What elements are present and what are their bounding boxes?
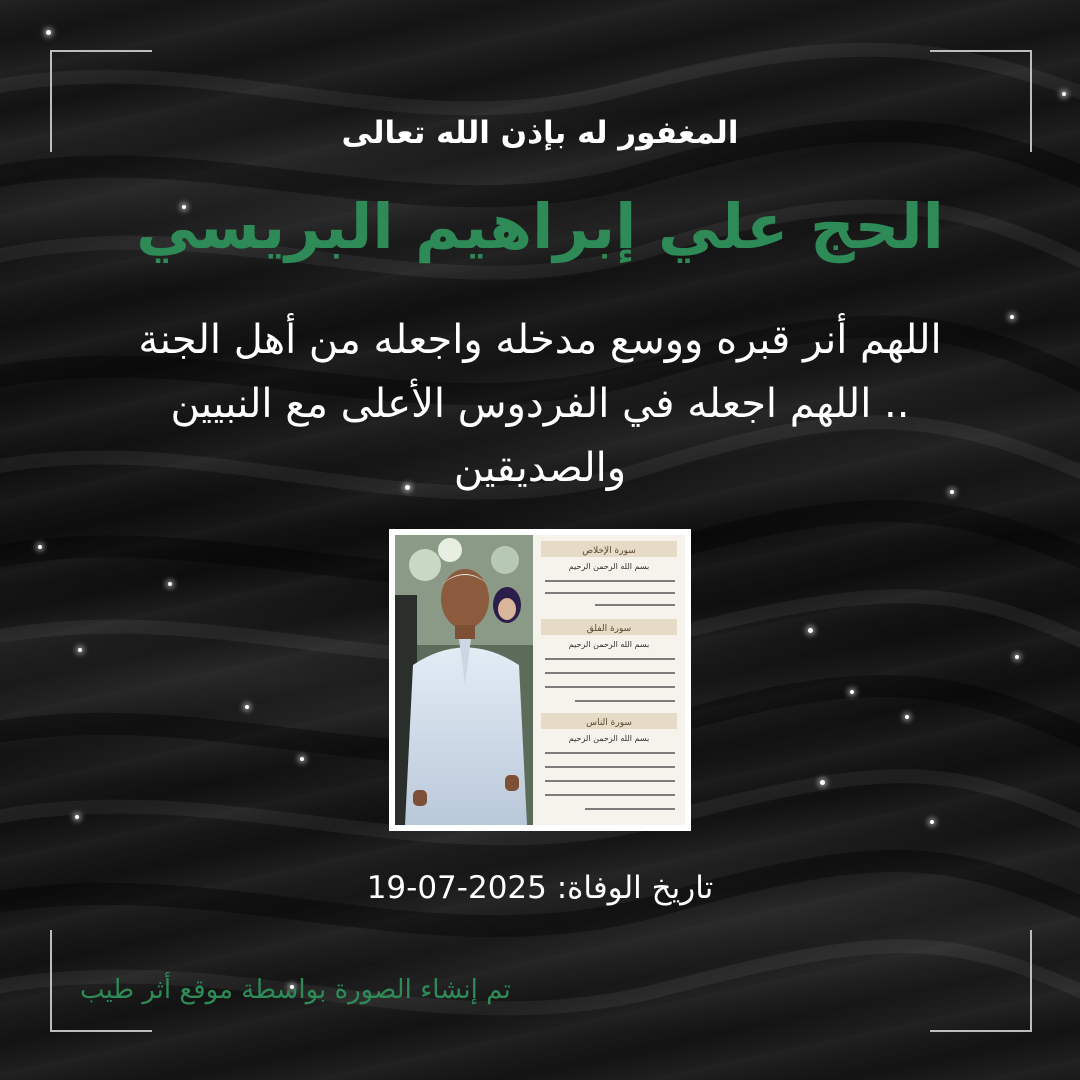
prayer-line: اللهم أنر قبره ووسع مدخله واجعله من أهل الجنة (138, 317, 942, 363)
sparkle-star (38, 545, 42, 549)
sparkle-star (300, 757, 304, 761)
sparkle-star (930, 820, 934, 824)
surah-title: سورة الفلق (586, 624, 632, 634)
date-label: تاريخ الوفاة: (556, 870, 714, 906)
photo-collage (395, 535, 685, 825)
honorific-subtitle: المغفور له بإذن الله تعالى (341, 115, 739, 151)
sparkle-star (1015, 655, 1019, 659)
sparkle-star (168, 582, 172, 586)
sparkle-star (850, 690, 854, 694)
basmala-text: بسم الله الرحمن الرحيم (568, 734, 650, 743)
surah-title: سورة الإخلاص (582, 546, 636, 556)
sparkle-star (46, 30, 51, 35)
sparkle-star (905, 715, 909, 719)
date-of-death (0, 870, 1080, 906)
sparkle-star (1010, 315, 1014, 319)
sparkle-star (1062, 92, 1066, 96)
prayer-line: .. اللهم اجعله في الفردوس الأعلى مع النبيين (170, 381, 910, 427)
site-credit: تم إنشاء الصورة بواسطة موقع أثر طيب (80, 975, 511, 1005)
prayer-line: والصديقين (453, 445, 627, 491)
sparkle-star (808, 628, 813, 633)
photo-illustration (395, 535, 685, 825)
basmala-text: بسم الله الرحمن الرحيم (568, 562, 650, 571)
sparkle-star (245, 705, 249, 709)
sparkle-star (78, 648, 82, 652)
surah-title: سورة الناس (586, 718, 632, 728)
prayer-text (70, 308, 1010, 500)
corner-bracket-bottom-right (930, 930, 1032, 1032)
sparkle-star (820, 780, 825, 785)
date-value: 19-07-2025 (366, 870, 547, 906)
deceased-photo (389, 529, 691, 831)
deceased-name: الحج علي إبراهيم البريسي (136, 190, 944, 263)
basmala-text: بسم الله الرحمن الرحيم (568, 640, 650, 649)
sparkle-star (75, 815, 79, 819)
